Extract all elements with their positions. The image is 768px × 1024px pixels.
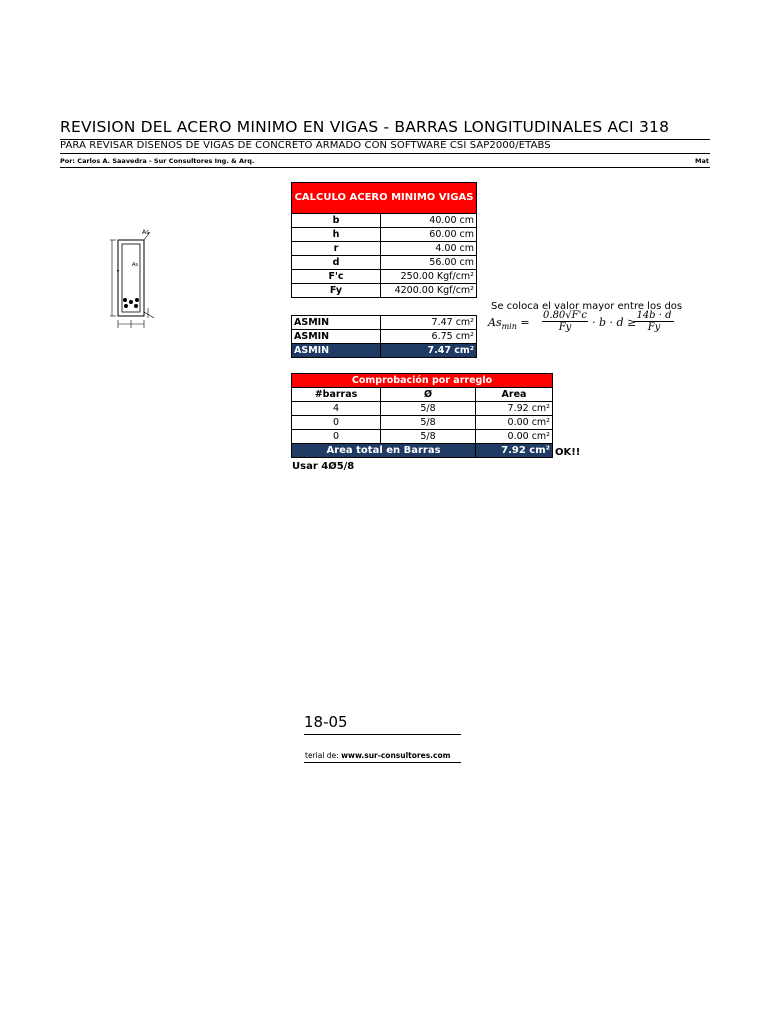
table-header-row <box>292 388 553 402</box>
cell-diameter: 5/8 <box>381 430 476 444</box>
param-value: 40.00 cm <box>381 214 477 228</box>
asmin-value: 6.75 cm² <box>381 330 477 344</box>
total-value: 7.92 cm² <box>476 444 553 458</box>
asmin-table <box>291 315 477 358</box>
param-value: 60.00 cm <box>381 228 477 242</box>
site-credit <box>305 751 450 760</box>
site-url[interactable]: www.sur-consultores.com <box>341 751 451 760</box>
column-header: #barras <box>292 388 381 402</box>
asmin-label: ASMIN <box>292 316 381 330</box>
table-row <box>292 270 477 284</box>
diagram-label-top: As <box>142 229 150 236</box>
column-header: Area <box>476 388 553 402</box>
formula-den1: Fy <box>558 322 572 333</box>
param-value: 250.00 Kgf/cm² <box>381 270 477 284</box>
table-row <box>292 284 477 298</box>
page-title: REVISION DEL ACERO MINIMO EN VIGAS - BARRAS LONGITUDINALES ACI 318 <box>60 118 670 136</box>
param-label: Fy <box>292 284 381 298</box>
date-underline <box>304 734 461 735</box>
formula-num1: 0.80√F'c <box>543 310 587 321</box>
author-line: Por: Carlos A. Saavedra - Sur Consultores Ing. & Arq. <box>60 157 255 165</box>
param-label: h <box>292 228 381 242</box>
table-row <box>292 402 553 416</box>
author-underline <box>60 167 710 168</box>
param-label: b <box>292 214 381 228</box>
formula-den2: Fy <box>647 322 661 333</box>
table-row <box>292 316 477 330</box>
page-subtitle: PARA REVISAR DISEÑOS DE VIGAS DE CONCRETO ARMADO CON SOFTWARE CSI SAP2000/ETABS <box>60 140 551 151</box>
diagram-label-side: As <box>132 262 139 268</box>
note-text: Se coloca el valor mayor entre los dos <box>491 301 683 312</box>
subtitle-underline <box>60 153 710 154</box>
cell-area: 7.92 cm² <box>476 402 553 416</box>
formula-num2: 14b · d <box>634 310 674 322</box>
site-prefix: terial de: <box>305 751 339 760</box>
total-row <box>292 444 553 458</box>
param-value: 4200.00 Kgf/cm² <box>381 284 477 298</box>
cell-diameter: 5/8 <box>381 402 476 416</box>
cell-diameter: 5/8 <box>381 416 476 430</box>
table-row <box>292 256 477 270</box>
table-row <box>292 330 477 344</box>
table-row <box>292 344 477 358</box>
asmin-label: ASMIN <box>292 330 381 344</box>
beam-section-diagram <box>108 226 162 334</box>
cell-area: 0.00 cm² <box>476 416 553 430</box>
asmin-label-selected: ASMIN <box>292 344 381 358</box>
right-reference: Mat <box>695 157 709 165</box>
param-value: 56.00 cm <box>381 256 477 270</box>
table-row <box>292 430 553 444</box>
formula-mid: · b · d ≥ <box>592 316 637 329</box>
arrangement-title: Comprobación por arreglo <box>292 374 553 388</box>
cell-barras: 0 <box>292 430 381 444</box>
param-label: r <box>292 242 381 256</box>
date-label: 18-05 <box>304 713 348 731</box>
formula-lhs: As <box>488 316 502 329</box>
arrangement-table <box>291 373 553 458</box>
param-label: d <box>292 256 381 270</box>
param-value: 4.00 cm <box>381 242 477 256</box>
table-row <box>292 214 477 228</box>
asmin-value: 7.47 cm² <box>381 316 477 330</box>
formula-lhs-sub: min <box>501 322 517 332</box>
table-row <box>292 416 553 430</box>
calc-table-title: CALCULO ACERO MINIMO VIGAS <box>292 183 477 214</box>
site-underline <box>304 762 461 763</box>
calc-table <box>291 182 477 298</box>
recommendation-text: Usar 4Ø5/8 <box>292 461 355 472</box>
cell-area: 0.00 cm² <box>476 430 553 444</box>
table-row <box>292 242 477 256</box>
cell-barras: 4 <box>292 402 381 416</box>
status-badge: OK!! <box>555 447 581 458</box>
cell-barras: 0 <box>292 416 381 430</box>
table-row <box>292 228 477 242</box>
total-label: Area total en Barras <box>292 444 476 458</box>
column-header: Ø <box>381 388 476 402</box>
param-label: F'c <box>292 270 381 284</box>
asmin-value-selected: 7.47 cm² <box>381 344 477 358</box>
